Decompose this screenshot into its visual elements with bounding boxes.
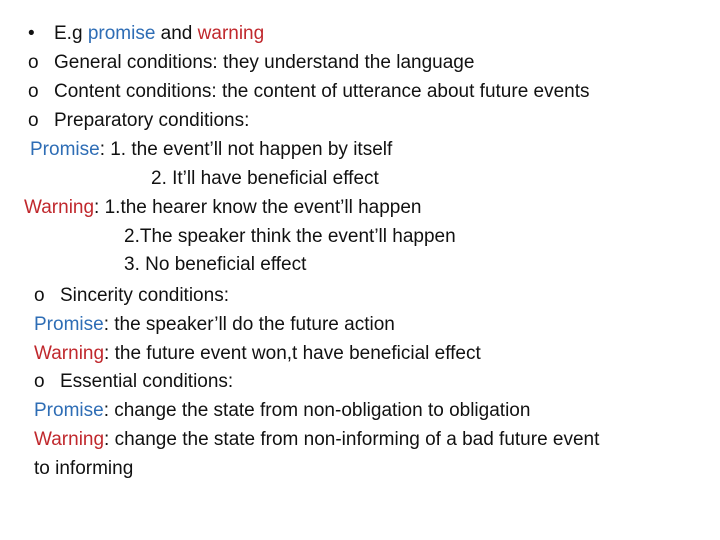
preparatory-promise-text-2: 2. It’ll have beneficial effect — [151, 168, 379, 189]
promise-label: Promise — [34, 314, 104, 335]
essential-warning-line-2 — [34, 457, 133, 481]
preparatory-warning-line-3 — [124, 253, 306, 277]
warning-label: Warning — [34, 343, 105, 364]
essential-promise-line — [34, 399, 530, 423]
warning-label: Warning — [34, 429, 105, 450]
sincerity-promise-line — [34, 313, 395, 337]
bullet-icon: o — [34, 285, 45, 306]
essential-conditions-line — [34, 370, 233, 394]
preparatory-promise-line — [30, 138, 392, 162]
preparatory-warning-line — [24, 196, 422, 220]
preparatory-promise-line-2 — [151, 167, 379, 191]
preparatory-warning-line-2 — [124, 225, 456, 249]
essential-warning-line — [34, 428, 599, 452]
preparatory-warning-text: : 1.the hearer know the event’ll happen — [94, 197, 422, 218]
preparatory-promise-text: : 1. the event’ll not happen by itself — [99, 139, 393, 160]
intro-line — [28, 22, 264, 46]
bullet-icon: o — [28, 81, 39, 102]
sincerity-warning-text: : the future event won,t have beneficial effect — [104, 343, 481, 364]
essential-conditions-text: Essential conditions: — [60, 371, 234, 392]
essential-warning-text-2: to informing — [34, 458, 134, 479]
preparatory-conditions-text: Preparatory conditions: — [54, 110, 250, 131]
intro-prefix: E.g — [54, 23, 88, 44]
intro-middle: and — [155, 23, 198, 44]
bullet-icon: o — [28, 52, 39, 73]
promise-label: Promise — [34, 400, 104, 421]
sincerity-promise-text: : the speaker’ll do the future action — [103, 314, 395, 335]
bullet-icon: o — [34, 371, 45, 392]
sincerity-warning-line — [34, 342, 481, 366]
promise-label: Promise — [30, 139, 100, 160]
content-conditions-text: Content conditions: the content of utterance about future events — [54, 81, 590, 102]
essential-warning-text: : change the state from non-informing of a bad future event — [104, 429, 600, 450]
bullet-icon: • — [28, 23, 35, 44]
content-conditions-line — [28, 80, 590, 104]
general-conditions-line — [28, 51, 474, 75]
bullet-icon: o — [28, 110, 39, 131]
general-conditions-text: General conditions: they understand the language — [54, 52, 475, 73]
preparatory-warning-text-2: 2.The speaker think the event’ll happen — [124, 226, 456, 247]
sincerity-conditions-line — [34, 284, 229, 308]
warning-label: Warning — [24, 197, 95, 218]
sincerity-conditions-text: Sincerity conditions: — [60, 285, 229, 306]
warning-term: warning — [197, 23, 265, 44]
preparatory-conditions-line — [28, 109, 249, 133]
promise-term: promise — [87, 23, 156, 44]
preparatory-warning-text-3: 3. No beneficial effect — [124, 254, 307, 275]
essential-promise-text: : change the state from non-obligation to obligation — [103, 400, 531, 421]
